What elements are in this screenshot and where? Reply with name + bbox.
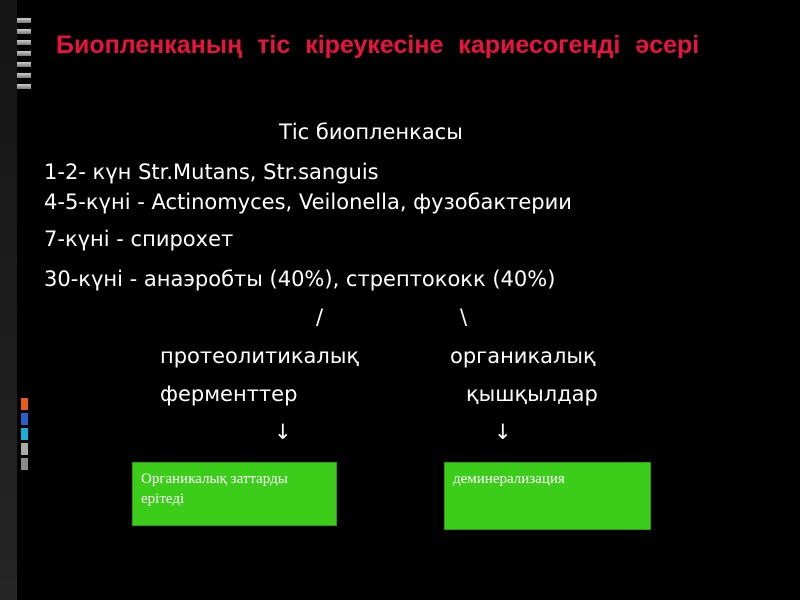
- decorative-color-bar: [21, 443, 28, 455]
- decorative-color-bar: [21, 428, 28, 440]
- stage-line: 30-күні - анаэробты (40%), стрептококк (40%): [44, 267, 556, 291]
- decorative-stripe: [17, 84, 31, 89]
- result-box-left-text: Органикалық заттарды ерітеді: [141, 471, 288, 507]
- decorative-stripe: [17, 73, 31, 78]
- decorative-stripes: [17, 18, 31, 95]
- result-box-right-text: деминерализация: [453, 471, 565, 487]
- decorative-stripe: [17, 40, 31, 45]
- stage-line: 4-5-күні - Actinomyces, Veilonella, фузобактерии: [44, 190, 572, 214]
- right-label-line1: органикалық: [450, 344, 596, 368]
- decorative-color-bars: [21, 398, 28, 473]
- decorative-color-bar: [21, 458, 28, 470]
- arrow-down-left: ↓: [274, 420, 292, 444]
- right-label-line2: қышқылдар: [466, 382, 598, 406]
- left-label-line2: ферменттер: [160, 382, 298, 406]
- branch-right-symbol: \: [460, 305, 468, 329]
- subtitle: Тіс биопленкасы: [279, 120, 463, 144]
- decorative-color-bar: [21, 413, 28, 425]
- slide-title: Биопленканың тіс кіреукесіне кариесогенді әсері: [56, 31, 700, 59]
- stage-line: 7-күні - спирохет: [44, 227, 234, 251]
- left-label-line1: протеолитикалық: [160, 344, 360, 368]
- arrow-down-right: ↓: [494, 420, 512, 444]
- decorative-stripe: [17, 29, 31, 34]
- stage-line: 1-2- күн Str.Mutans, Str.sanguis: [44, 160, 379, 184]
- decorative-stripe: [17, 18, 31, 23]
- result-box-left: [132, 462, 337, 526]
- decorative-color-bar: [21, 398, 28, 410]
- branch-left-symbol: /: [316, 305, 324, 329]
- decorative-stripe: [17, 62, 31, 67]
- decorative-stripe: [17, 51, 31, 56]
- result-box-right: [444, 462, 651, 530]
- decorative-side-strip: [0, 0, 17, 600]
